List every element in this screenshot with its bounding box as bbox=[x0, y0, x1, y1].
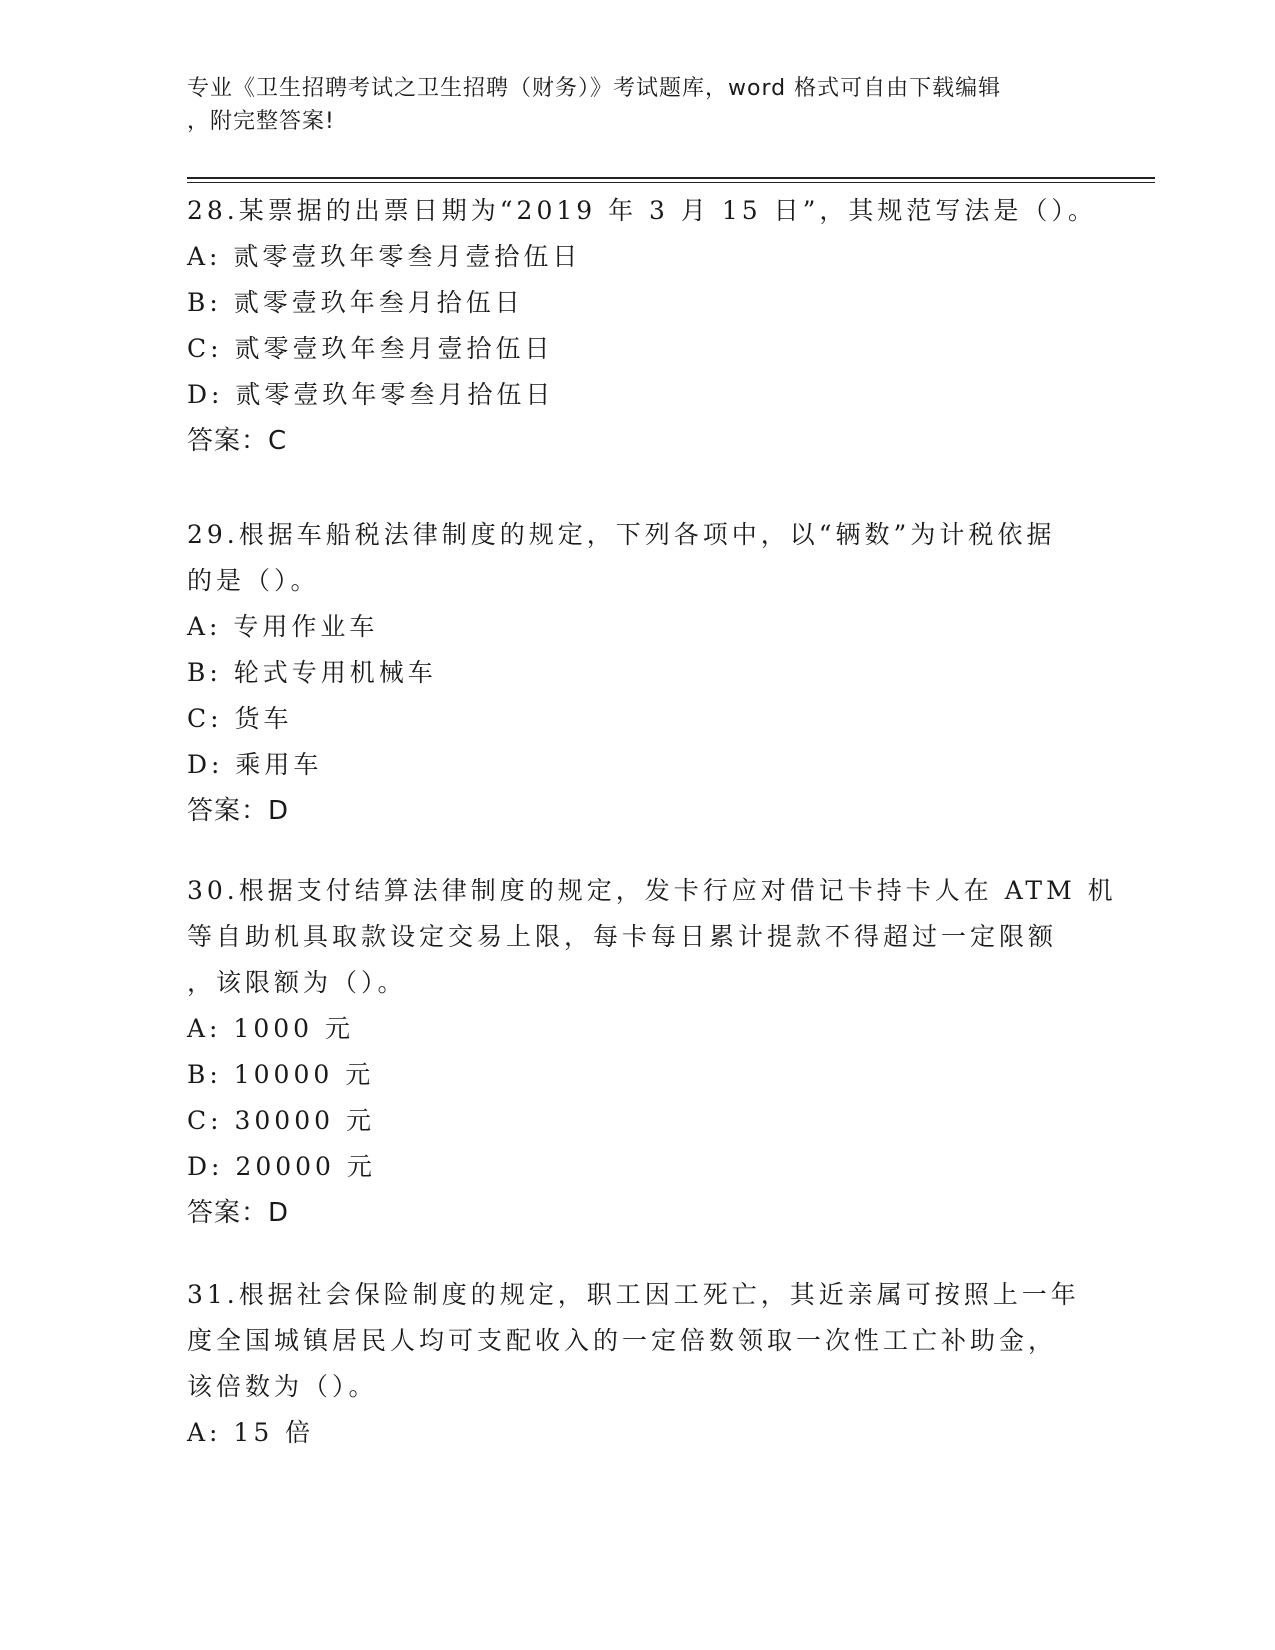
question-stem: 28.某票据的出票日期为“2019 年 3 月 15 日”，其规范写法是（）。 bbox=[187, 196, 1097, 225]
option-c: C: 货车 bbox=[187, 704, 293, 733]
answer: 答案：D bbox=[187, 796, 290, 826]
question-stem-line-1: 29.根据车船税法律制度的规定，下列各项中，以“辆数”为计税依据 bbox=[187, 520, 1056, 549]
question-stem-line-2: 度全国城镇居民人均可支配收入的一定倍数领取一次性工亡补助金， bbox=[187, 1326, 1058, 1355]
option-c: C: 贰零壹玖年叁月壹拾伍日 bbox=[187, 334, 554, 363]
option-a: A: 贰零壹玖年零叁月壹拾伍日 bbox=[187, 242, 582, 271]
option-b: B: 10000 元 bbox=[187, 1060, 375, 1089]
question-28 bbox=[187, 188, 1097, 464]
question-stem-line-1: 31.根据社会保险制度的规定，职工因工死亡，其近亲属可按照上一年 bbox=[187, 1280, 1080, 1309]
option-d: D: 乘用车 bbox=[187, 750, 323, 779]
question-stem-line-2: 的是（）。 bbox=[187, 566, 320, 595]
question-30 bbox=[187, 868, 1117, 1236]
answer: 答案：D bbox=[187, 1198, 290, 1228]
option-b: B: 轮式专用机械车 bbox=[187, 658, 437, 687]
question-stem-line-3: 该倍数为（）。 bbox=[187, 1372, 378, 1401]
option-b: B: 贰零壹玖年叁月拾伍日 bbox=[187, 288, 524, 317]
header-rule-thin bbox=[187, 182, 1155, 183]
question-stem-line-2: 等自助机具取款设定交易上限，每卡每日累计提款不得超过一定限额 bbox=[187, 922, 1058, 951]
option-a: A: 15 倍 bbox=[187, 1418, 315, 1447]
option-d: D: 20000 元 bbox=[187, 1152, 376, 1181]
option-a: A: 专用作业车 bbox=[187, 612, 379, 641]
header-rule-thick bbox=[187, 177, 1155, 179]
question-stem-line-1: 30.根据支付结算法律制度的规定，发卡行应对借记卡持卡人在 ATM 机 bbox=[187, 876, 1117, 905]
answer: 答案：C bbox=[187, 426, 288, 456]
question-29 bbox=[187, 512, 1087, 834]
option-c: C: 30000 元 bbox=[187, 1106, 375, 1135]
document-header bbox=[187, 72, 1067, 138]
option-a: A: 1000 元 bbox=[187, 1014, 354, 1043]
option-d: D: 贰零壹玖年零叁月拾伍日 bbox=[187, 380, 555, 409]
question-stem-line-3: ，该限额为（）。 bbox=[187, 968, 407, 997]
question-31 bbox=[187, 1272, 1087, 1456]
header-line-2: ，附完整答案! bbox=[187, 109, 335, 134]
header-line-1: 专业《卫生招聘考试之卫生招聘（财务）》考试题库，word 格式可自由下载编辑 bbox=[187, 76, 1002, 101]
